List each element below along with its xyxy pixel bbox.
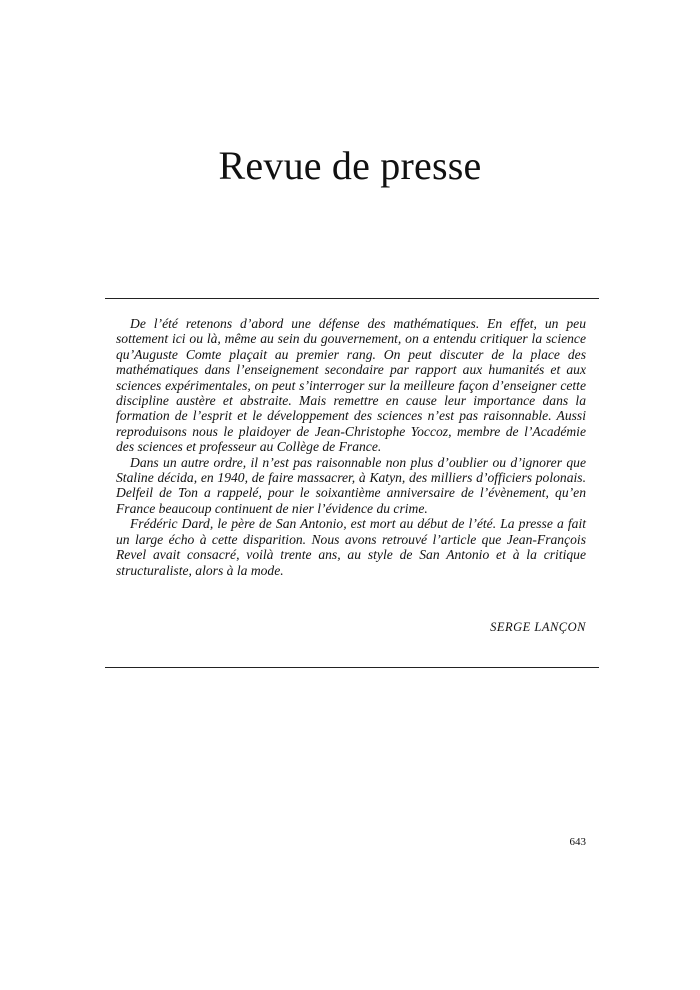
paragraph: De l’été retenons d’abord une défense des mathématiques. En effet, un peu sottement ici ou là, même au sein du gouvernement, on a entendu critiquer la science qu’Auguste Comte plaçait au premier rang. On peut discuter de la place des mathématiques dans l’enseignement secondaire par rapport aux humanités et aux sciences expérimentales, on peut s’interroger sur la meilleure façon d’enseigner cette discipline austère et abstraite. Mais remettre en cause leur importance dans la formation de l’esprit et le développement des sciences n’est pas raisonnable. Aussi reproduisons nous le plaidoyer de Jean-Christophe Yoccoz, membre de l’Académie des sciences et professeur au Collège de France. — [116, 316, 586, 455]
paragraph: Frédéric Dard, le père de San Antonio, est mort au début de l’été. La presse a fait un large écho à cette disparition. Nous avons retrouvé l’article que Jean-François Revel avait consacré, voilà trente ans, au style de San Antonio et à la critique structuraliste, alors à la mode. — [116, 516, 586, 578]
page-title: Revue de presse — [218, 143, 482, 188]
article-body — [116, 316, 586, 578]
bottom-divider — [105, 667, 599, 668]
top-divider — [105, 298, 599, 299]
page-number: 643 — [569, 836, 586, 848]
paragraph: Dans un autre ordre, il n’est pas raisonnable non plus d’oublier ou d’ignorer que Staline décida, en 1940, de faire massacrer, à Katyn, des milliers d’officiers polonais. Delfeil de Ton a rappelé, pour le soixantième anniversaire de l’évènement, qu’en France beaucoup continuent de nier l’évidence du crime. — [116, 454, 586, 516]
author-signature: SERGE LANÇON — [490, 620, 586, 634]
